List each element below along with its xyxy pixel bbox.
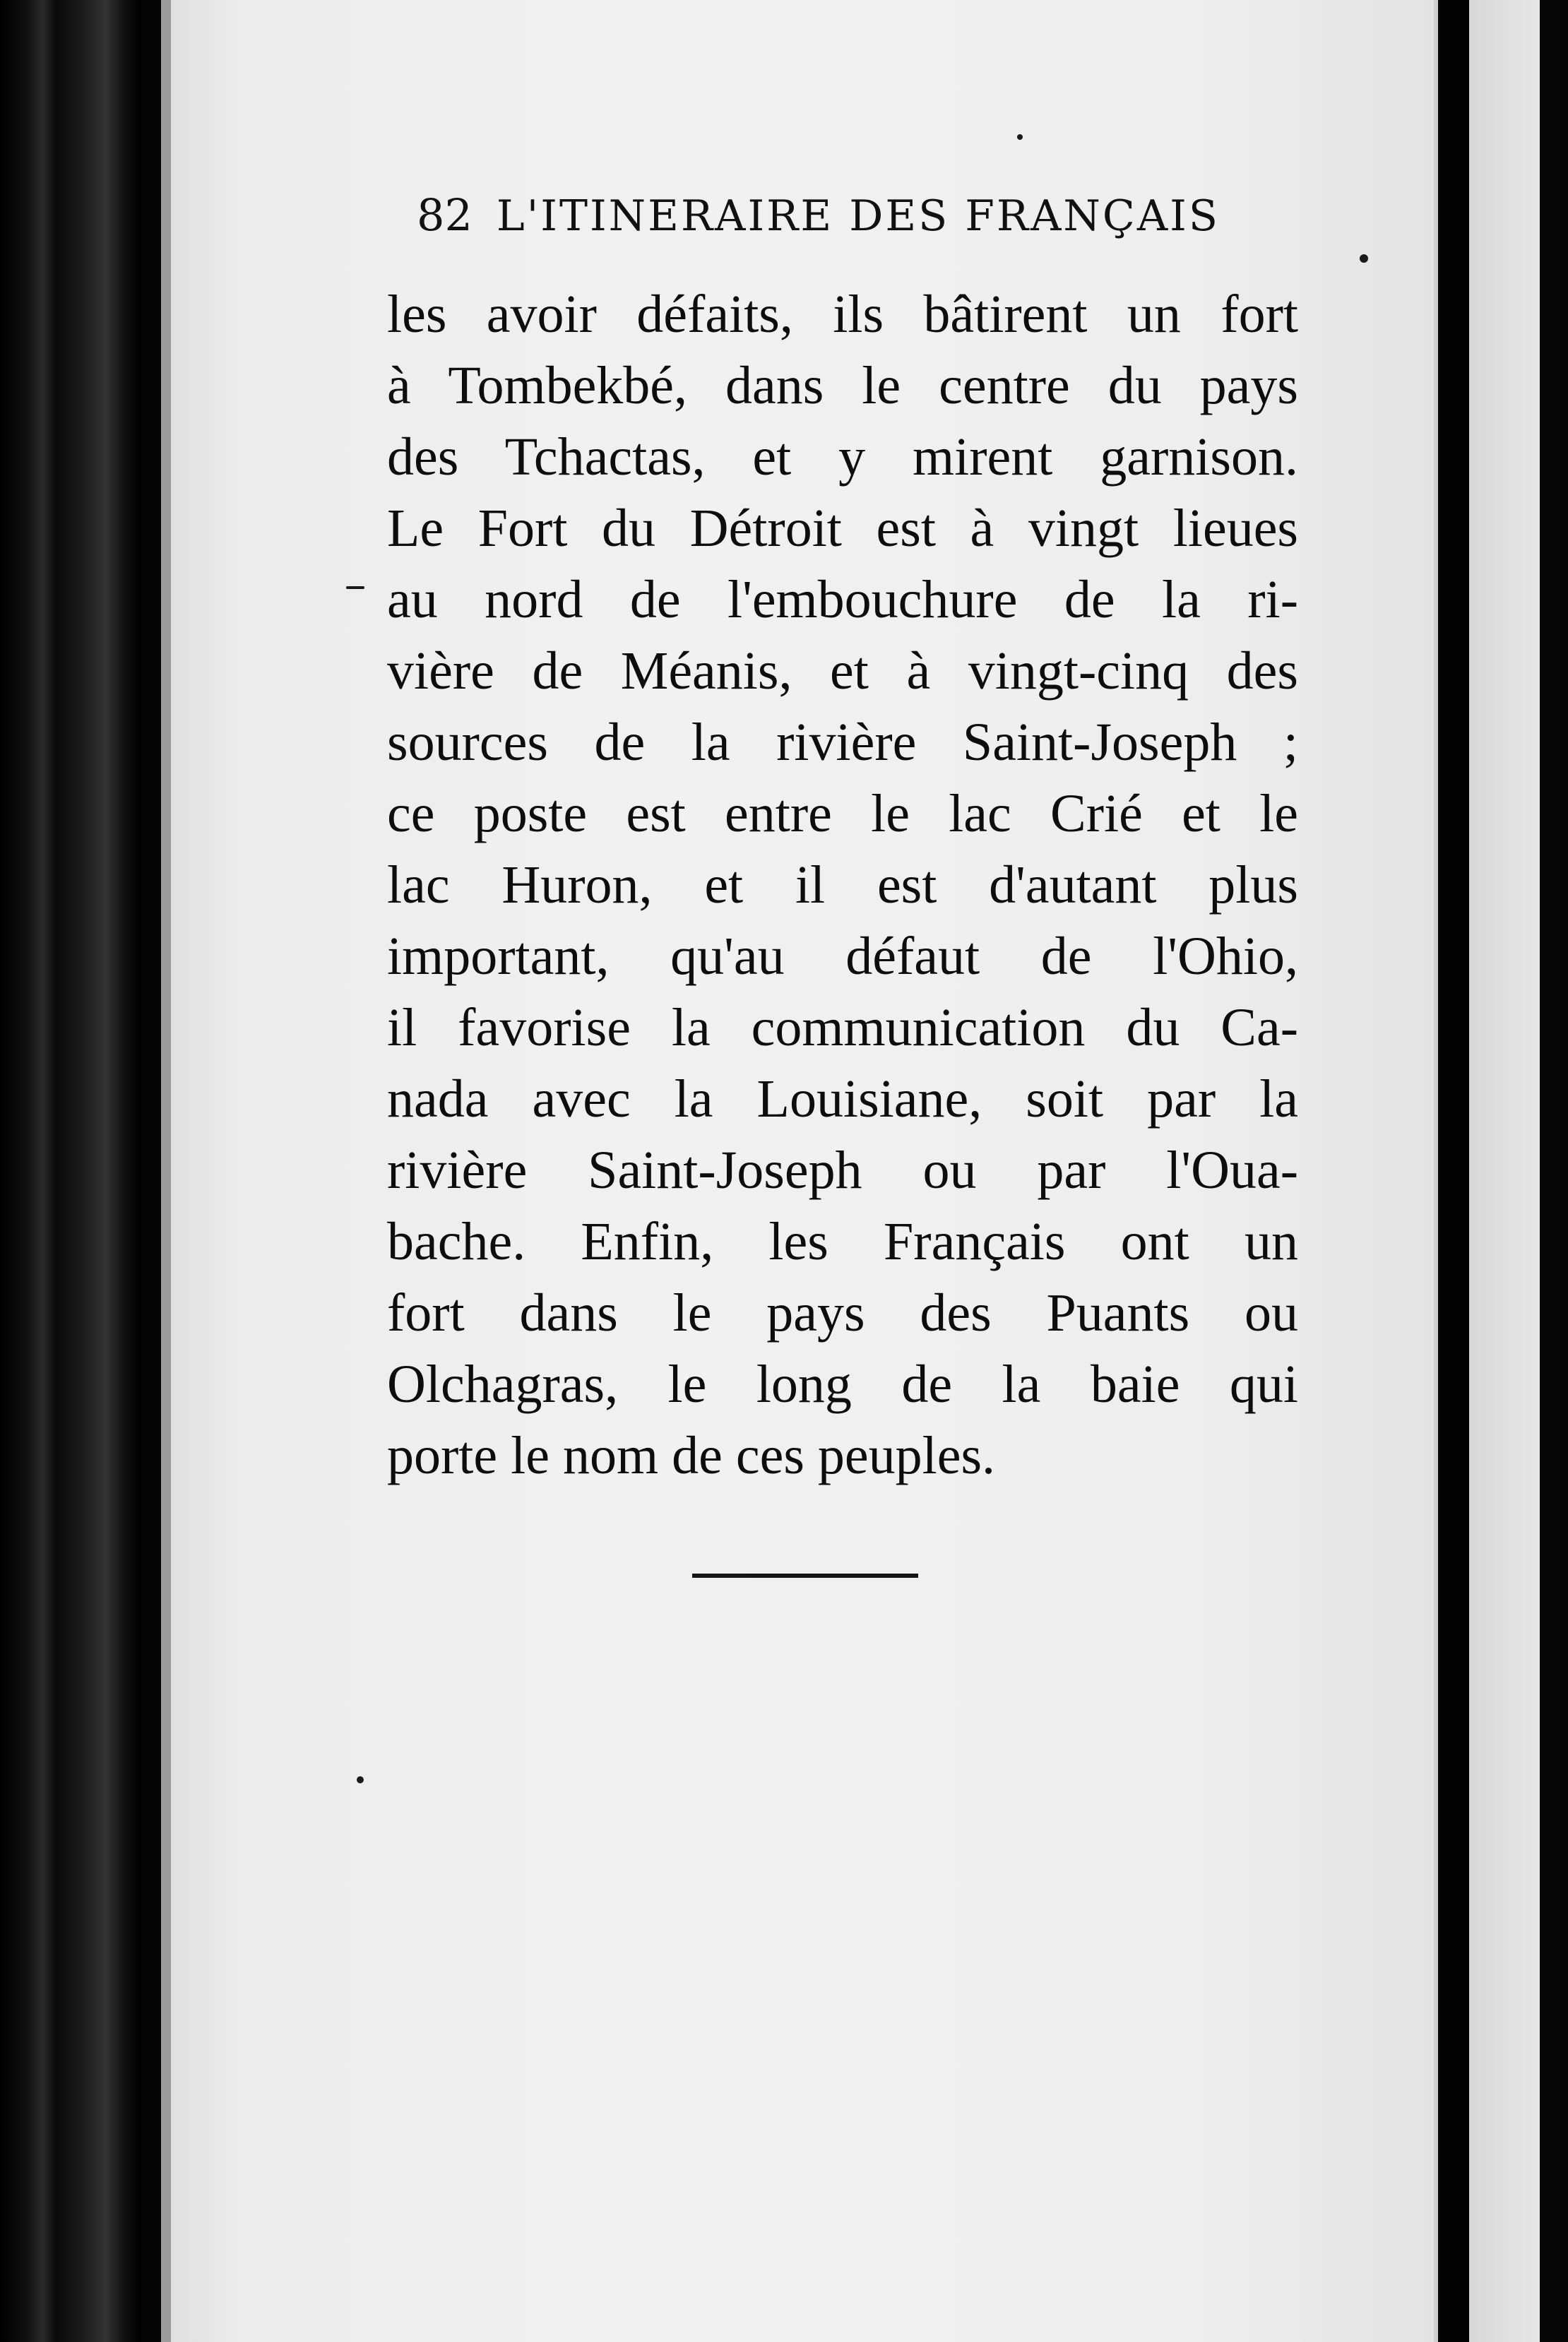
text-line: Olchagras, le long de la baie qui <box>387 1355 1298 1414</box>
text-line: rivière Saint-Joseph ou par l'Oua- <box>387 1141 1298 1200</box>
text-line: les avoir défaits, ils bâtirent un fort <box>387 285 1298 344</box>
text-line: Le Fort du Détroit est à vingt lieues <box>387 499 1298 558</box>
text-line: au nord de l'embouchure de la ri- <box>387 570 1298 629</box>
text-line: il favorise la communication du Ca- <box>387 998 1298 1057</box>
text-line: important, qu'au défaut de l'Ohio, <box>387 927 1298 986</box>
ink-speck <box>346 586 364 589</box>
gutter <box>1438 0 1469 2342</box>
page-header <box>417 189 1220 241</box>
ink-speck <box>357 1776 364 1783</box>
text-line: ce poste est entre le lac Crié et le <box>387 784 1298 843</box>
ink-speck <box>1017 134 1023 140</box>
ink-speck <box>1360 254 1368 263</box>
text-line: des Tchactas, et y mirent garnison. <box>387 427 1298 487</box>
text-line: sources de la rivière Saint-Joseph ; <box>387 713 1298 772</box>
book-binding <box>0 0 141 2342</box>
section-rule <box>692 1574 918 1578</box>
page-edge <box>161 0 171 2342</box>
text-line: vière de Méanis, et à vingt-cinq des <box>387 641 1298 701</box>
scan-border <box>1540 0 1568 2342</box>
text-line: nada avec la Louisiane, soit par la <box>387 1069 1298 1129</box>
text-line: lac Huron, et il est d'autant plus <box>387 855 1298 915</box>
page-number: 82 <box>417 189 473 241</box>
running-title: L'ITINERAIRE DES FRANÇAIS <box>496 191 1220 241</box>
text-line: à Tombekbé, dans le centre du pays <box>387 356 1298 415</box>
text-line: fort dans le pays des Puants ou <box>387 1283 1298 1343</box>
body-text <box>387 279 1298 1492</box>
text-line: porte le nom de ces peuples. <box>387 1426 996 1485</box>
text-line: bache. Enfin, les Français ont un <box>387 1212 1298 1271</box>
